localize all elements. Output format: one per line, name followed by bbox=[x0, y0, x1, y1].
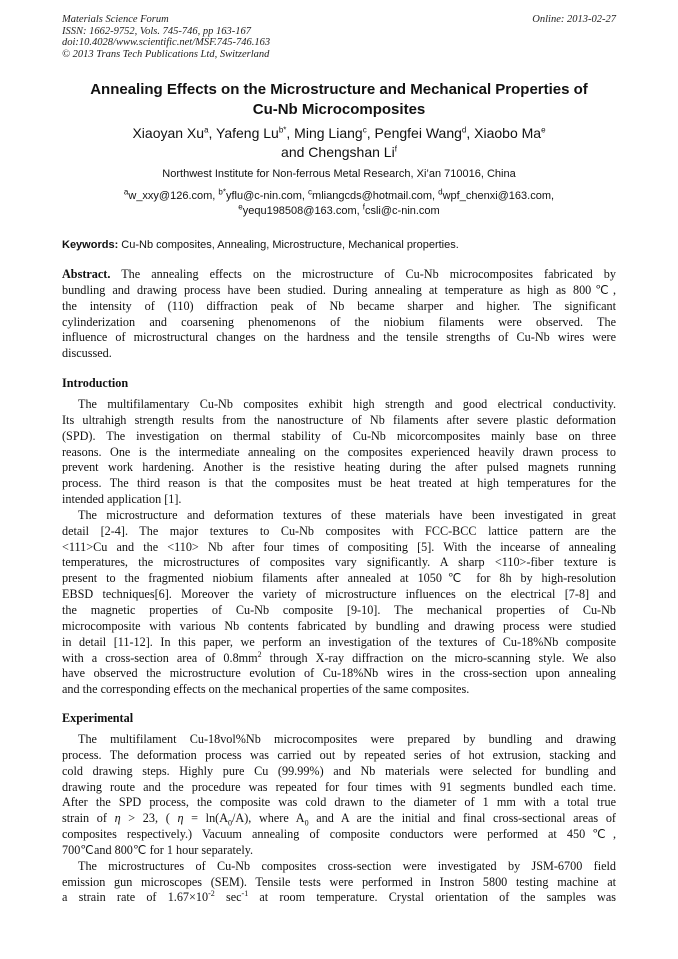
paragraph-line: prevent work hardening. Another is the resistive heating during the after pulsed magnets running bbox=[62, 460, 616, 475]
email-list bbox=[62, 189, 616, 218]
author-name: Xiaoyan Xu bbox=[132, 125, 205, 141]
text-run: with a cross-section area of 0.8mm bbox=[62, 650, 258, 665]
email-link[interactable]: wpf_chenxi@163.com, bbox=[442, 190, 555, 202]
eta-symbol: η bbox=[177, 811, 184, 826]
paragraph-line: After the SPD process, the composite was cold drawn to the diameter of 1 mm with a total true bbox=[62, 795, 616, 810]
text-run: /A), where A bbox=[232, 811, 305, 826]
text-run: and A are the initial and final cross-sectional areas of bbox=[308, 811, 616, 826]
email-mark: c bbox=[308, 187, 313, 197]
paragraph-line: temperatures, the microstructures of composites vary significantly. A sharp <110>-fiber texture is bbox=[62, 555, 616, 570]
author-name: , Ming Liang bbox=[286, 125, 363, 141]
text-run: at room temperature. Crystal orientation of the samples was bbox=[248, 890, 616, 905]
paper-title-line-1: Annealing Effects on the Microstructure and Mechanical Properties of bbox=[90, 81, 588, 98]
text-run: sec bbox=[214, 890, 242, 905]
paragraph-line: process. The deformation process was carried out by repeated series of hot extrusion, stacking and bbox=[62, 747, 616, 762]
introduction-body bbox=[62, 397, 616, 698]
superscript: -1 bbox=[241, 890, 249, 899]
text-run: through X-ray diffraction on the micro-scanning style. We also bbox=[261, 650, 616, 665]
subscript: 0 bbox=[304, 818, 309, 828]
paragraph-line: The microstructure and deformation textures of these materials have been investigated in great bbox=[78, 507, 616, 522]
abstract-line: discussed. bbox=[62, 346, 112, 361]
paragraph-line bbox=[62, 890, 616, 906]
affiliation: Northwest Institute for Non-ferrous Metal Research, Xi’an 710016, China bbox=[162, 168, 516, 180]
paragraph-line: present to the fragmented niobium filaments after annealed at 1050℃ for 8h by high-resolution bbox=[62, 571, 616, 586]
email-mark: b* bbox=[218, 187, 226, 197]
paragraph-line: intended application [1]. bbox=[62, 492, 182, 507]
email-link[interactable]: mliangcds@hotmail.com, bbox=[312, 190, 439, 202]
email-link[interactable]: yequ198508@163.com, bbox=[242, 204, 363, 217]
paragraph-line: reasons. One is the intermediate annealing on the composites experienced heavily drawn process to bbox=[62, 444, 616, 459]
author-mark: f bbox=[394, 144, 397, 154]
journal-name: Materials Science Forum bbox=[62, 14, 169, 25]
paragraph-line: and the corresponding effects on the mechanical properties of the same composites. bbox=[62, 682, 470, 697]
section-heading-introduction: Introduction bbox=[62, 376, 129, 390]
text-run: a strain rate of 1.67×10 bbox=[62, 890, 209, 905]
paragraph-line: Its ultrahigh strength results from the nanostructure of Nb filaments after severe plastic deformation bbox=[62, 412, 616, 427]
paragraph-line: detail [2-4]. The major textures to Cu-Nb composites with FCC-BCC lattice pattern are the bbox=[62, 523, 616, 538]
email-mark: f bbox=[362, 201, 365, 211]
text-run: strain of bbox=[62, 811, 115, 826]
email-link[interactable]: yflu@c-nin.com, bbox=[225, 190, 309, 202]
superscript: 2 bbox=[257, 650, 262, 659]
paragraph-line: process. The third reason is that the composites must be heat treated at high temperatures for the bbox=[62, 476, 616, 491]
author-list bbox=[62, 124, 616, 162]
author-name: and Chengshan Li bbox=[281, 144, 395, 160]
text-run: > 23, ( bbox=[120, 811, 178, 826]
paragraph-line bbox=[62, 811, 616, 827]
keywords-text: Cu-Nb composites, Annealing, Microstructure, Mechanical properties. bbox=[118, 239, 459, 251]
section-heading-experimental: Experimental bbox=[62, 711, 134, 725]
paragraph-line: emission gun microscopes (SEM). Tensile tests were performed in Instron 5800 testing machine at bbox=[62, 874, 616, 889]
journal-copyright: © 2013 Trans Tech Publications Ltd, Switzerland bbox=[62, 48, 270, 60]
author-mark: d bbox=[461, 125, 467, 135]
paragraph-line: 700℃and 800℃ for 1 hour separately. bbox=[62, 842, 254, 857]
paper-title bbox=[62, 80, 616, 120]
author-name: , Pengfei Wang bbox=[366, 125, 462, 141]
author-mark: a bbox=[204, 125, 209, 135]
paragraph-line: (SPD). The investigation on thermal stability of Cu-Nb micorcomposites mainly base on three bbox=[62, 428, 616, 443]
abstract-line: bundling and drawing process have been studied. During annealing at temperature as high as 800℃, bbox=[62, 282, 616, 297]
author-mark: e bbox=[541, 125, 546, 135]
paragraph-line: EBSD techniques[6]. Moreover the variety of microstructure influences on the electrical [7-8] and bbox=[62, 587, 616, 602]
author-mark: c bbox=[362, 125, 367, 135]
paragraph-line: in detail [11-12]. In this paper, we perform an investigation of the textures of Cu-18%Nb composite bbox=[62, 634, 616, 649]
paragraph-line: have observed the microstructure evolution of Cu-18%Nb wires in the cross-section upon annealing bbox=[62, 666, 616, 681]
email-mark: a bbox=[123, 187, 129, 197]
author-name: , Yafeng Lu bbox=[208, 125, 279, 141]
paragraph-line: The microstructures of Cu-Nb composites cross-section were investigated by JSM-6700 field bbox=[78, 858, 616, 873]
journal-doi: doi:10.4028/www.scientific.net/MSF.745-746.163 bbox=[62, 37, 271, 48]
email-link[interactable]: csli@c-nin.com bbox=[364, 204, 440, 217]
experimental-body bbox=[62, 732, 616, 906]
abstract-line: The annealing effects on the microstructure of Cu-Nb microcomposites fabricated by bbox=[110, 267, 616, 281]
abstract-line: the intensity of (110) diffraction peak of Nb became sharper and higher. The significant bbox=[62, 298, 616, 313]
paragraph-line: The multifilamentary Cu-Nb composites exhibit high strength and good electrical conductivity. bbox=[78, 397, 616, 411]
paragraph-line bbox=[62, 651, 616, 667]
abstract bbox=[62, 267, 616, 362]
journal-issn: ISSN: 1662-9752, Vols. 745-746, pp 163-167 bbox=[62, 25, 251, 37]
paragraph-line: the magnetic properties of Cu-Nb composite [9-10]. The mechanical properties of Cu-Nb bbox=[62, 602, 616, 617]
abstract-label: Abstract. bbox=[62, 267, 111, 281]
email-link[interactable]: w_xxy@126.com, bbox=[128, 190, 219, 202]
keywords bbox=[62, 238, 616, 252]
author-name: , Xiaobo Ma bbox=[466, 125, 542, 141]
eta-symbol: η bbox=[114, 811, 121, 826]
journal-header bbox=[62, 14, 616, 60]
text-run: = ln(A bbox=[183, 811, 229, 826]
paragraph-line: microcomposite with various Nb contents fabricated by bundling and drawing process were studied bbox=[62, 618, 616, 633]
paragraph-line: <111>Cu and the <110> Nb after four times of compositing [5]. With the incearse of annealing bbox=[62, 539, 616, 554]
paragraph-line: drawing route and the procedure was repeated for four times with 91 segments bundled each time. bbox=[62, 779, 616, 794]
abstract-line: influence of microstructural changes on the hardness and the tensile strengths of Cu-Nb wires were bbox=[62, 330, 616, 345]
paragraph-line: The multifilament Cu-18vol%Nb microcomposites were prepared by bundling and drawing bbox=[78, 732, 616, 746]
paper-title-line-2: Cu-Nb Microcomposites bbox=[252, 101, 426, 118]
subscript: 0 bbox=[228, 818, 233, 828]
paragraph-line: cold drawing steps. Highly pure Cu (99.99%) and Nb materials were selected for bundling and bbox=[62, 763, 616, 778]
email-mark: e bbox=[238, 201, 243, 211]
author-mark: b* bbox=[278, 125, 287, 135]
superscript: -2 bbox=[208, 890, 215, 899]
paragraph-line: composites respectively.) Vacuum annealing of composite conductors were performed at 450℃, bbox=[62, 827, 616, 842]
email-mark: d bbox=[438, 187, 443, 197]
online-date: Online: 2013-02-27 bbox=[532, 14, 616, 25]
keywords-label: Keywords: bbox=[62, 239, 119, 251]
abstract-line: cylinderization and coarsening phenomenons of the niobium filaments were observed. The bbox=[62, 314, 616, 329]
